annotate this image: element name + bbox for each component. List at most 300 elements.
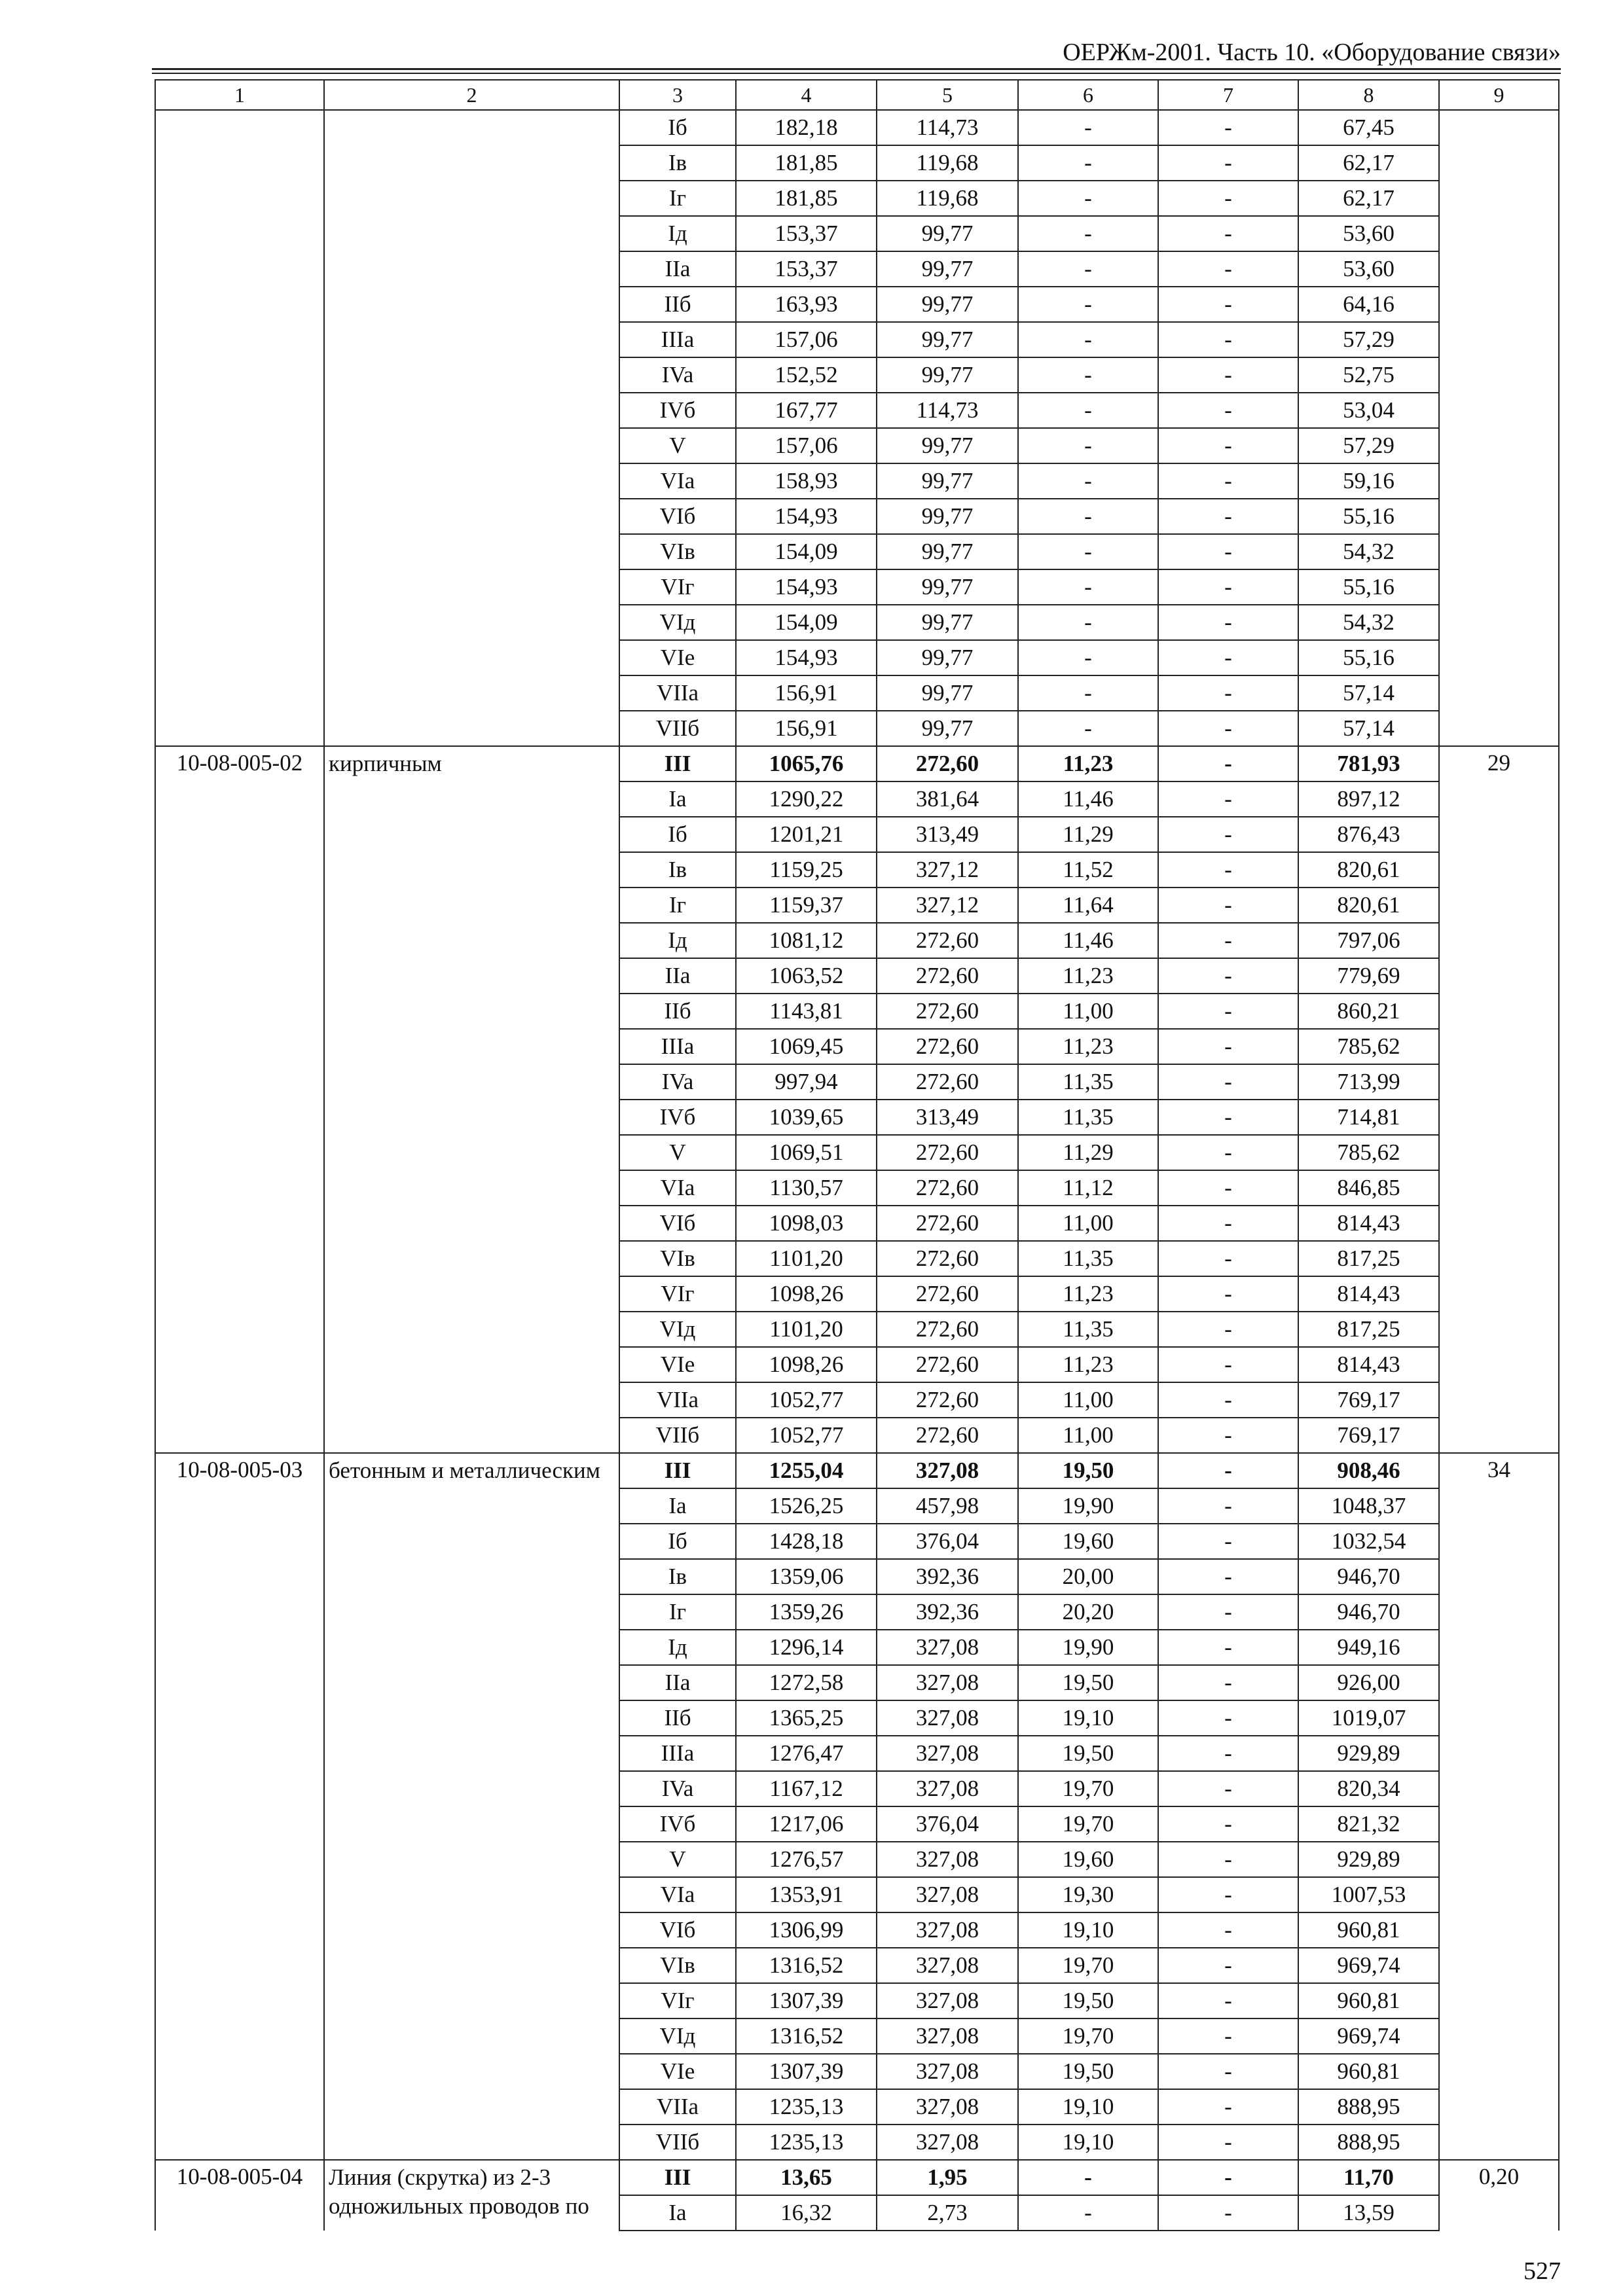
value-cell: 1063,52 — [736, 958, 877, 994]
value-cell: 327,08 — [877, 1453, 1018, 1488]
value-cell: - — [1158, 2089, 1298, 2125]
zone-cell: VIa — [619, 463, 736, 499]
value-cell: 99,77 — [877, 216, 1018, 251]
zone-cell: Iд — [619, 923, 736, 958]
zone-cell: IIIa — [619, 322, 736, 357]
value-cell: 99,77 — [877, 640, 1018, 675]
rate-code: 10-08-005-02 — [155, 746, 324, 1453]
value-cell: 814,43 — [1298, 1347, 1439, 1382]
zone-cell: Iг — [619, 888, 736, 923]
column-number-cell: 6 — [1018, 80, 1158, 110]
zone-cell: Iд — [619, 1630, 736, 1665]
value-cell: 817,25 — [1298, 1312, 1439, 1347]
rate-name: кирпичным — [324, 746, 619, 1453]
column-number-cell: 8 — [1298, 80, 1439, 110]
zone-cell: IIб — [619, 287, 736, 322]
value-cell: 969,74 — [1298, 1948, 1439, 1983]
value-cell: 1052,77 — [736, 1418, 877, 1453]
value-cell: - — [1158, 1665, 1298, 1700]
value-cell: 154,09 — [736, 605, 877, 640]
value-cell: 156,91 — [736, 675, 877, 711]
value-cell: 99,77 — [877, 251, 1018, 287]
value-cell: - — [1158, 110, 1298, 145]
value-cell: 114,73 — [877, 110, 1018, 145]
value-cell: - — [1158, 251, 1298, 287]
value-cell: 1098,03 — [736, 1206, 877, 1241]
value-cell: - — [1018, 287, 1158, 322]
value-cell: 64,16 — [1298, 287, 1439, 322]
value-cell: - — [1018, 569, 1158, 605]
rate-name — [324, 110, 619, 746]
zone-cell: IVб — [619, 393, 736, 428]
value-cell: 11,00 — [1018, 1382, 1158, 1418]
value-cell: - — [1158, 1276, 1298, 1312]
value-cell: 1307,39 — [736, 1983, 877, 2018]
value-cell: 1276,57 — [736, 1842, 877, 1877]
value-cell: 53,04 — [1298, 393, 1439, 428]
value-cell: - — [1158, 1983, 1298, 2018]
value-cell: - — [1158, 1736, 1298, 1771]
value-cell: 313,49 — [877, 1100, 1018, 1135]
table-row — [155, 110, 1559, 145]
zone-cell: V — [619, 1842, 736, 1877]
value-cell: - — [1158, 1135, 1298, 1170]
value-cell: 779,69 — [1298, 958, 1439, 994]
value-cell: - — [1018, 216, 1158, 251]
value-cell: - — [1158, 746, 1298, 781]
value-cell: - — [1018, 675, 1158, 711]
value-cell: 946,70 — [1298, 1559, 1439, 1594]
zone-cell: III — [619, 1453, 736, 1488]
value-cell: 19,50 — [1018, 1665, 1158, 1700]
value-cell: 1217,06 — [736, 1806, 877, 1842]
value-cell: 1143,81 — [736, 994, 877, 1029]
value-cell: - — [1018, 145, 1158, 181]
value-cell: 1306,99 — [736, 1912, 877, 1948]
value-cell: - — [1158, 852, 1298, 888]
value-cell: 1316,52 — [736, 2018, 877, 2054]
value-cell: 1098,26 — [736, 1276, 877, 1312]
table-row — [155, 746, 1559, 781]
value-cell: 1235,13 — [736, 2089, 877, 2125]
value-cell: 814,43 — [1298, 1206, 1439, 1241]
value-cell: - — [1158, 1842, 1298, 1877]
column-number-cell: 4 — [736, 80, 877, 110]
value-cell: 163,93 — [736, 287, 877, 322]
rate-col9: 34 — [1439, 1453, 1559, 2160]
value-cell: 272,60 — [877, 1029, 1018, 1064]
value-cell: 1201,21 — [736, 817, 877, 852]
value-cell: 1098,26 — [736, 1347, 877, 1382]
value-cell: - — [1158, 1594, 1298, 1630]
value-cell: 11,23 — [1018, 1347, 1158, 1382]
value-cell: 11,00 — [1018, 994, 1158, 1029]
value-cell: 57,29 — [1298, 322, 1439, 357]
value-cell: 272,60 — [877, 994, 1018, 1029]
value-cell: 327,12 — [877, 888, 1018, 923]
zone-cell: Iд — [619, 216, 736, 251]
zone-cell: Iб — [619, 1524, 736, 1559]
value-cell: - — [1018, 181, 1158, 216]
value-cell: 1316,52 — [736, 1948, 877, 1983]
value-cell: 1167,12 — [736, 1771, 877, 1806]
value-cell: 785,62 — [1298, 1135, 1439, 1170]
value-cell: - — [1158, 888, 1298, 923]
rate-code: 10-08-005-04 — [155, 2160, 324, 2231]
value-cell: 11,70 — [1298, 2160, 1439, 2195]
value-cell: - — [1018, 393, 1158, 428]
zone-cell: VIe — [619, 640, 736, 675]
value-cell: 19,50 — [1018, 1983, 1158, 2018]
value-cell: - — [1158, 1064, 1298, 1100]
zone-cell: Iв — [619, 852, 736, 888]
value-cell: - — [1018, 640, 1158, 675]
value-cell: 327,08 — [877, 1842, 1018, 1877]
zone-cell: VIa — [619, 1170, 736, 1206]
value-cell: 62,17 — [1298, 145, 1439, 181]
value-cell: 20,20 — [1018, 1594, 1158, 1630]
value-cell: 1296,14 — [736, 1630, 877, 1665]
page-number: 527 — [1523, 2257, 1561, 2285]
zone-cell: VIIб — [619, 711, 736, 746]
value-cell: 960,81 — [1298, 1983, 1439, 2018]
value-cell: 19,70 — [1018, 1806, 1158, 1842]
value-cell: - — [1158, 1382, 1298, 1418]
value-cell: 327,12 — [877, 852, 1018, 888]
zone-cell: IIa — [619, 1665, 736, 1700]
value-cell: 1428,18 — [736, 1524, 877, 1559]
value-cell: 19,10 — [1018, 1912, 1158, 1948]
value-cell: - — [1158, 534, 1298, 569]
header-title: ОЕРЖм-2001. Часть 10. «Оборудование связи» — [1063, 39, 1561, 66]
zone-cell: VIa — [619, 1877, 736, 1912]
value-cell: 99,77 — [877, 499, 1018, 534]
value-cell: 11,29 — [1018, 1135, 1158, 1170]
zone-cell: VIIa — [619, 675, 736, 711]
value-cell: - — [1158, 1912, 1298, 1948]
rate-col9: 0,20 — [1439, 2160, 1559, 2231]
value-cell: 1007,53 — [1298, 1877, 1439, 1912]
zone-cell: Iв — [619, 1559, 736, 1594]
value-cell: - — [1158, 216, 1298, 251]
value-cell: - — [1158, 711, 1298, 746]
value-cell: 16,32 — [736, 2195, 877, 2231]
value-cell: 272,60 — [877, 1418, 1018, 1453]
value-cell: - — [1158, 322, 1298, 357]
zone-cell: VIг — [619, 1276, 736, 1312]
value-cell: - — [1158, 1806, 1298, 1842]
value-cell: 327,08 — [877, 1700, 1018, 1736]
zone-cell: Ia — [619, 1488, 736, 1524]
value-cell: 272,60 — [877, 1064, 1018, 1100]
value-cell: 327,08 — [877, 1736, 1018, 1771]
value-cell: - — [1158, 181, 1298, 216]
value-cell: - — [1018, 605, 1158, 640]
value-cell: 1081,12 — [736, 923, 877, 958]
value-cell: 969,74 — [1298, 2018, 1439, 2054]
rate-code: 10-08-005-03 — [155, 1453, 324, 2160]
zone-cell: IVa — [619, 1771, 736, 1806]
zone-cell: Iв — [619, 145, 736, 181]
value-cell: 152,52 — [736, 357, 877, 393]
value-cell: 1130,57 — [736, 1170, 877, 1206]
zone-cell: III — [619, 746, 736, 781]
value-cell: 54,32 — [1298, 605, 1439, 640]
zone-cell: Iг — [619, 1594, 736, 1630]
rate-name: бетонным и металлическим — [324, 1453, 619, 2160]
zone-cell: V — [619, 1135, 736, 1170]
value-cell: 820,61 — [1298, 852, 1439, 888]
value-cell: 13,65 — [736, 2160, 877, 2195]
header-rule — [152, 73, 1561, 74]
zone-cell: Ia — [619, 781, 736, 817]
value-cell: - — [1158, 463, 1298, 499]
value-cell: - — [1158, 675, 1298, 711]
value-cell: 19,30 — [1018, 1877, 1158, 1912]
value-cell: - — [1018, 110, 1158, 145]
value-cell: 1290,22 — [736, 781, 877, 817]
value-cell: - — [1158, 817, 1298, 852]
value-cell: 1101,20 — [736, 1241, 877, 1276]
value-cell: 19,10 — [1018, 2125, 1158, 2160]
value-cell: 19,10 — [1018, 1700, 1158, 1736]
zone-cell: III — [619, 2160, 736, 2195]
value-cell: 19,70 — [1018, 1948, 1158, 1983]
column-number-cell: 1 — [155, 80, 324, 110]
value-cell: - — [1158, 640, 1298, 675]
value-cell: 820,61 — [1298, 888, 1439, 923]
value-cell: 1032,54 — [1298, 1524, 1439, 1559]
value-cell: 53,60 — [1298, 251, 1439, 287]
value-cell: - — [1018, 2160, 1158, 2195]
value-cell: - — [1158, 357, 1298, 393]
zone-cell: IVб — [619, 1806, 736, 1842]
value-cell: 1255,04 — [736, 1453, 877, 1488]
value-cell: 119,68 — [877, 181, 1018, 216]
value-cell: 119,68 — [877, 145, 1018, 181]
value-cell: 272,60 — [877, 746, 1018, 781]
value-cell: 153,37 — [736, 216, 877, 251]
value-cell: - — [1158, 1206, 1298, 1241]
value-cell: 11,23 — [1018, 958, 1158, 994]
zone-cell: IIa — [619, 251, 736, 287]
value-cell: 1235,13 — [736, 2125, 877, 2160]
value-cell: 1048,37 — [1298, 1488, 1439, 1524]
value-cell: - — [1158, 1453, 1298, 1488]
value-cell: 182,18 — [736, 110, 877, 145]
value-cell: 157,06 — [736, 428, 877, 463]
value-cell: 908,46 — [1298, 1453, 1439, 1488]
value-cell: - — [1158, 1241, 1298, 1276]
value-cell: 960,81 — [1298, 2054, 1439, 2089]
value-cell: 1069,51 — [736, 1135, 877, 1170]
value-cell: 769,17 — [1298, 1382, 1439, 1418]
value-cell: - — [1158, 1630, 1298, 1665]
value-cell: 376,04 — [877, 1524, 1018, 1559]
value-cell: 99,77 — [877, 569, 1018, 605]
value-cell: 888,95 — [1298, 2089, 1439, 2125]
zone-cell: VIв — [619, 1948, 736, 1983]
value-cell: 19,60 — [1018, 1842, 1158, 1877]
value-cell: 327,08 — [877, 1983, 1018, 2018]
value-cell: 11,35 — [1018, 1312, 1158, 1347]
value-cell: 99,77 — [877, 322, 1018, 357]
zone-cell: V — [619, 428, 736, 463]
value-cell: 1065,76 — [736, 746, 877, 781]
value-cell: - — [1158, 1100, 1298, 1135]
value-cell: 781,93 — [1298, 746, 1439, 781]
rate-code — [155, 110, 324, 746]
zone-cell: Iб — [619, 817, 736, 852]
table-row — [155, 1453, 1559, 1488]
value-cell: - — [1158, 994, 1298, 1029]
value-cell: - — [1158, 781, 1298, 817]
value-cell: 114,73 — [877, 393, 1018, 428]
value-cell: 820,34 — [1298, 1771, 1439, 1806]
value-cell: 327,08 — [877, 1630, 1018, 1665]
rate-name: Линия (скрутка) из 2-3 одножильных проводов по — [324, 2160, 619, 2231]
value-cell: 376,04 — [877, 1806, 1018, 1842]
value-cell: 55,16 — [1298, 569, 1439, 605]
zone-cell: VIIб — [619, 1418, 736, 1453]
value-cell: 1159,25 — [736, 852, 877, 888]
value-cell: 54,32 — [1298, 534, 1439, 569]
value-cell: 11,52 — [1018, 852, 1158, 888]
value-cell: 11,29 — [1018, 817, 1158, 852]
value-cell: - — [1158, 2018, 1298, 2054]
zone-cell: IVб — [619, 1100, 736, 1135]
value-cell: 327,08 — [877, 1948, 1018, 1983]
value-cell: 272,60 — [877, 1206, 1018, 1241]
value-cell: 1526,25 — [736, 1488, 877, 1524]
value-cell: 57,14 — [1298, 675, 1439, 711]
value-cell: - — [1158, 1524, 1298, 1559]
value-cell: 929,89 — [1298, 1842, 1439, 1877]
value-cell: 327,08 — [877, 2125, 1018, 2160]
value-cell: 876,43 — [1298, 817, 1439, 852]
value-cell: 99,77 — [877, 605, 1018, 640]
zone-cell: VIг — [619, 1983, 736, 2018]
value-cell: 19,50 — [1018, 1736, 1158, 1771]
value-cell: 19,70 — [1018, 2018, 1158, 2054]
value-cell: 19,90 — [1018, 1630, 1158, 1665]
value-cell: 1039,65 — [736, 1100, 877, 1135]
value-cell: 11,35 — [1018, 1241, 1158, 1276]
value-cell: 929,89 — [1298, 1736, 1439, 1771]
value-cell: 154,93 — [736, 499, 877, 534]
value-cell: - — [1018, 534, 1158, 569]
value-cell: - — [1158, 1771, 1298, 1806]
value-cell: 272,60 — [877, 958, 1018, 994]
value-cell: 13,59 — [1298, 2195, 1439, 2231]
value-cell: 99,77 — [877, 675, 1018, 711]
value-cell: 11,35 — [1018, 1100, 1158, 1135]
zone-cell: IVa — [619, 1064, 736, 1100]
rates-table — [155, 79, 1559, 2231]
zone-cell: IIIa — [619, 1029, 736, 1064]
value-cell: 99,77 — [877, 463, 1018, 499]
value-cell: 11,46 — [1018, 923, 1158, 958]
value-cell: 1276,47 — [736, 1736, 877, 1771]
value-cell: - — [1018, 428, 1158, 463]
value-cell: - — [1158, 287, 1298, 322]
value-cell: 769,17 — [1298, 1418, 1439, 1453]
zone-cell: VIIб — [619, 2125, 736, 2160]
value-cell: 11,23 — [1018, 1029, 1158, 1064]
value-cell: - — [1158, 1948, 1298, 1983]
value-cell: 926,00 — [1298, 1665, 1439, 1700]
value-cell: 997,94 — [736, 1064, 877, 1100]
value-cell: - — [1158, 393, 1298, 428]
column-number-cell: 5 — [877, 80, 1018, 110]
value-cell: 272,60 — [877, 1135, 1018, 1170]
value-cell: - — [1158, 428, 1298, 463]
zone-cell: IVa — [619, 357, 736, 393]
value-cell: 327,08 — [877, 1877, 1018, 1912]
value-cell: 154,93 — [736, 569, 877, 605]
zone-cell: IIб — [619, 994, 736, 1029]
value-cell: 327,08 — [877, 2054, 1018, 2089]
value-cell: 59,16 — [1298, 463, 1439, 499]
value-cell: - — [1158, 1347, 1298, 1382]
zone-cell: VIe — [619, 1347, 736, 1382]
value-cell: 157,06 — [736, 322, 877, 357]
value-cell: - — [1158, 1418, 1298, 1453]
value-cell: 457,98 — [877, 1488, 1018, 1524]
rate-col9: 29 — [1439, 746, 1559, 1453]
value-cell: 19,50 — [1018, 1453, 1158, 1488]
zone-cell: VIб — [619, 1206, 736, 1241]
value-cell: 327,08 — [877, 1665, 1018, 1700]
zone-cell: VIд — [619, 605, 736, 640]
value-cell: 1353,91 — [736, 1877, 877, 1912]
value-cell: 99,77 — [877, 287, 1018, 322]
value-cell: 67,45 — [1298, 110, 1439, 145]
column-number-cell: 9 — [1439, 80, 1559, 110]
value-cell: 11,46 — [1018, 781, 1158, 817]
value-cell: 272,60 — [877, 1241, 1018, 1276]
value-cell: - — [1158, 1559, 1298, 1594]
zone-cell: IIб — [619, 1700, 736, 1736]
value-cell: 272,60 — [877, 1382, 1018, 1418]
value-cell: 11,00 — [1018, 1418, 1158, 1453]
value-cell: 11,23 — [1018, 1276, 1158, 1312]
table-row — [155, 2160, 1559, 2195]
value-cell: - — [1158, 2195, 1298, 2231]
value-cell: 1272,58 — [736, 1665, 877, 1700]
value-cell: 846,85 — [1298, 1170, 1439, 1206]
value-cell: - — [1158, 1877, 1298, 1912]
value-cell: 99,77 — [877, 534, 1018, 569]
value-cell: 181,85 — [736, 181, 877, 216]
value-cell: 55,16 — [1298, 640, 1439, 675]
value-cell: 327,08 — [877, 2018, 1018, 2054]
zone-cell: Iб — [619, 110, 736, 145]
zone-cell: IIa — [619, 958, 736, 994]
value-cell: 1101,20 — [736, 1312, 877, 1347]
value-cell: 1159,37 — [736, 888, 877, 923]
value-cell: 821,32 — [1298, 1806, 1439, 1842]
value-cell: 1,95 — [877, 2160, 1018, 2195]
value-cell: - — [1018, 322, 1158, 357]
column-number-cell: 2 — [324, 80, 619, 110]
value-cell: 272,60 — [877, 1276, 1018, 1312]
value-cell: 381,64 — [877, 781, 1018, 817]
zone-cell: IIIa — [619, 1736, 736, 1771]
value-cell: 99,77 — [877, 357, 1018, 393]
value-cell: 327,08 — [877, 1771, 1018, 1806]
value-cell: 949,16 — [1298, 1630, 1439, 1665]
